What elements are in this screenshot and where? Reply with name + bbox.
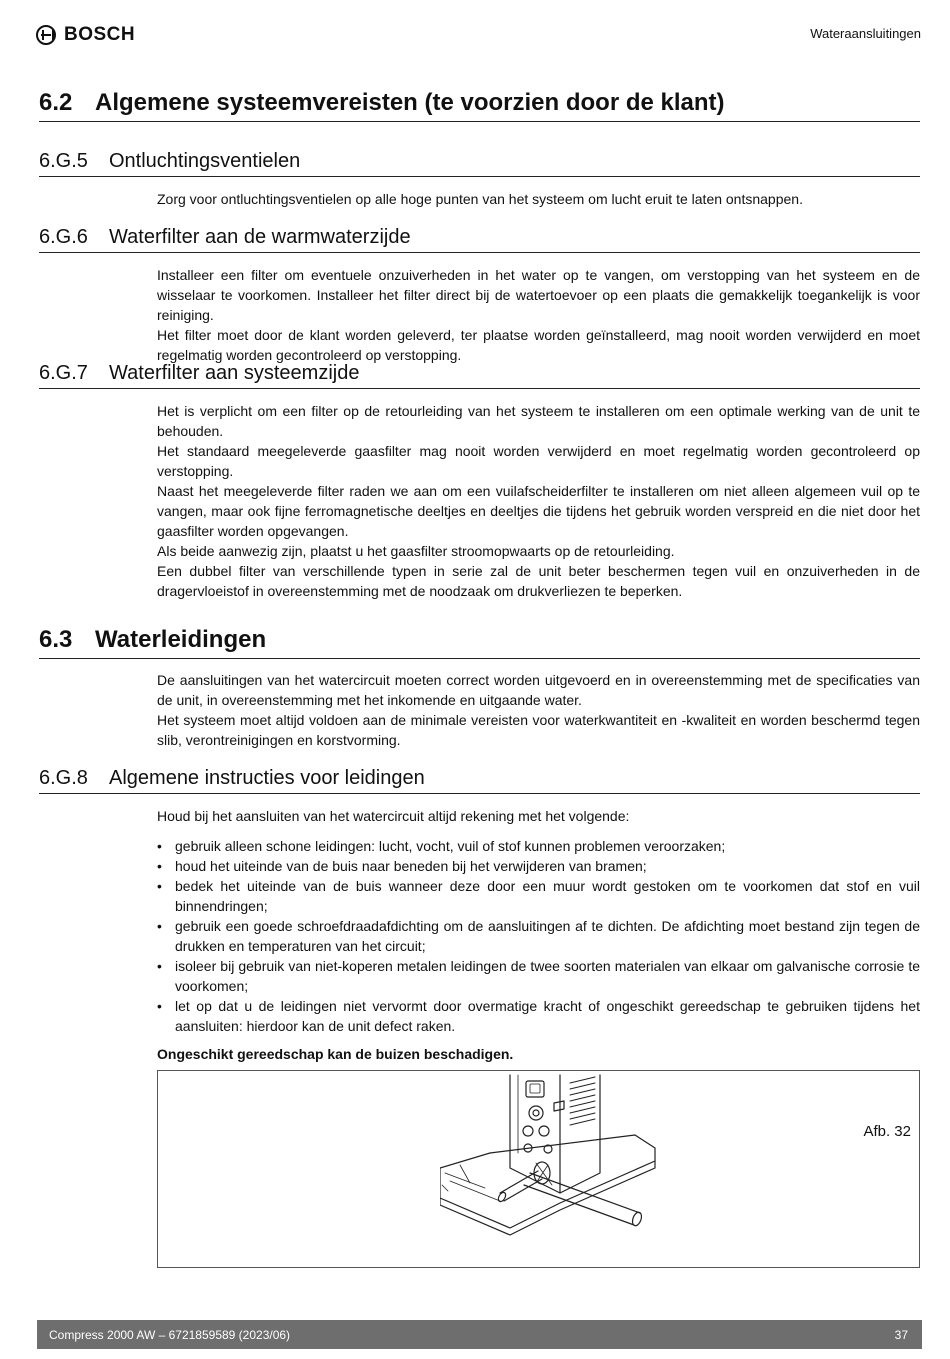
section-number: 6.G.7 (39, 362, 88, 384)
paragraph: Het filter moet door de klant worden geleverd, ter plaatse worden geïnstalleerd, mag nooit worden verwijderd en moet regelmatig worden gecontroleerd op verstopping. (157, 327, 920, 363)
fitting-left (523, 1126, 533, 1136)
fitting-upper (529, 1106, 543, 1120)
pipe-stub-end (497, 1191, 507, 1203)
section-6-g-6-body (157, 265, 920, 365)
section-6-3-body (157, 670, 920, 750)
section-number: 6.G.8 (39, 767, 88, 789)
list-item (157, 996, 920, 1036)
section-title: Waterleidingen (95, 626, 267, 653)
chapter-title: Wateraansluitingen (810, 26, 921, 41)
bullet-icon: • (157, 838, 162, 854)
list-item-text: houd het uiteinde van de buis naar beneden bij het verwijderen van bramen; (175, 858, 647, 874)
figure-frame (157, 1070, 920, 1268)
base-plate-hook (442, 1185, 448, 1191)
paragraph: Houd bij het aansluiten van het watercircuit altijd rekening met het volgende: (157, 808, 630, 824)
pipe-stub-top (500, 1171, 538, 1193)
valve-block (554, 1101, 564, 1111)
section-6-g-7-body (157, 401, 920, 601)
pipe-connection-illustration (440, 1073, 660, 1265)
section-6-g-5-body (157, 189, 920, 209)
page-number: 37 (894, 1328, 908, 1342)
paragraph: Installeer een filter om eventuele onzuiverheden in het water op te vangen, om verstopping van het systeem en de wisselaar te voorkomen. Installeer het filter direct bij de watertoevoer op een plaats die gemakkelijk toegankelijk is voor reiniging. (157, 267, 920, 323)
bullet-icon: • (157, 858, 162, 874)
page-header (0, 0, 950, 60)
base-plate-edge (440, 1161, 655, 1235)
bullet-icon: • (157, 998, 162, 1014)
heading-6-g-7 (39, 362, 920, 389)
brand-name: BOSCH (64, 24, 136, 45)
vent-grille (570, 1077, 595, 1125)
section-number: 6.3 (39, 626, 73, 653)
instruction-list (157, 836, 920, 1036)
heading-6-g-6 (39, 226, 920, 253)
list-item (157, 916, 920, 956)
page-footer (37, 1320, 922, 1349)
section-number: 6.2 (39, 89, 73, 116)
heading-6-g-8 (39, 767, 920, 794)
list-item-text: isoleer bij gebruik van niet-koperen metalen leidingen de twee soorten materialen van elkaar om galvanische corrosie te voorkomen; (175, 958, 920, 994)
list-item-text: let op dat u de leidingen niet vervormt door overmatige kracht of ongeschikt gereedschap te gebruiken tijdens het aansluiten: hierdoor kan de unit defect raken. (175, 998, 920, 1034)
paragraph: Het systeem moet altijd voldoen aan de minimale vereisten voor waterkwantiteit en -kwaliteit en worden beschermd tegen slib, verontreinigingen en korstvorming. (157, 712, 920, 748)
paragraph: De aansluitingen van het watercircuit moeten correct worden uitgevoerd en in overeenstemming met de specificaties van de unit, in overeenstemming met het inkomende en uitgaande water. (157, 672, 920, 708)
section-6-g-8-intro (157, 806, 920, 826)
bosch-armature-icon (36, 25, 56, 45)
bullet-icon: • (157, 958, 162, 974)
pipe-end (631, 1211, 643, 1227)
section-title: Algemene systeemvereisten (te voorzien door de klant) (95, 89, 725, 116)
document-reference: Compress 2000 AW – 6721859589 (2023/06) (49, 1328, 291, 1342)
section-title: Algemene instructies voor leidingen (109, 767, 425, 789)
display-screen (530, 1084, 540, 1093)
heading-6-g-5 (39, 150, 920, 177)
list-item-text: gebruik alleen schone leidingen: lucht, vocht, vuil of stof kunnen problemen veroorzaken; (175, 838, 726, 854)
bullet-icon: • (157, 918, 162, 934)
paragraph: Het is verplicht om een filter op de retourleiding van het systeem te installeren om een optimale werking van de unit te behouden. (157, 403, 920, 439)
paragraph: Als beide aanwezig zijn, plaatst u het gaasfilter stroomopwaarts op de retourleiding. (157, 543, 675, 559)
section-number: 6.G.6 (39, 226, 88, 248)
bosch-logo (36, 24, 135, 46)
list-item-text: gebruik een goede schroefdraadafdichting om de aansluitingen af te dichten. De afdichting moet bestand zijn tegen de drukken en temperaturen van het circuit; (175, 918, 920, 954)
figure-label: Afb. 32 (863, 1123, 911, 1140)
heading-6-2 (39, 89, 920, 122)
heading-6-3 (39, 626, 920, 659)
fitting-right (539, 1126, 549, 1136)
list-item (157, 876, 920, 916)
warning-caption: Ongeschikt gereedschap kan de buizen beschadigen. (157, 1046, 514, 1062)
list-item (157, 856, 920, 876)
paragraph: Zorg voor ontluchtingsventielen op alle hoge punten van het systeem om lucht eruit te laten ontsnappen. (157, 191, 803, 207)
list-item (157, 956, 920, 996)
paragraph: Naast het meegeleverde filter raden we aan om een vuilafscheiderfilter te installeren om niet alleen algemeen vuil op te vangen, maar ook fijne ferromagnetische deeltjes en deeltjes die tijdens het gebruik worden verspreid en die niet door het gaasfilter worden opgevangen. (157, 483, 920, 539)
bullet-icon: • (157, 878, 162, 894)
display-panel (526, 1081, 544, 1097)
paragraph: Een dubbel filter van verschillende typen in serie zal de unit beter beschermen tegen vuil en onzuiverheden in de dragervloeistof in overeenstemming met de noodzaak om drukverliezen te beperken. (157, 563, 920, 599)
section-title: Waterfilter aan systeemzijde (109, 362, 360, 384)
paragraph: Het standaard meegeleverde gaasfilter mag nooit worden verwijderd en moet regelmatig worden gecontroleerd op verstopping. (157, 443, 920, 479)
list-item (157, 836, 920, 856)
section-title: Ontluchtingsventielen (109, 150, 301, 172)
section-title: Waterfilter aan de warmwaterzijde (109, 226, 411, 248)
fitting-upper-core (533, 1110, 539, 1116)
nut-detail (536, 1165, 548, 1183)
section-number: 6.G.5 (39, 150, 88, 172)
base-plate-rail (445, 1173, 485, 1188)
list-item-text: bedek het uiteinde van de buis wanneer deze door een muur wordt gestoken om te voorkomen dat stof en vuil binnendringen; (175, 878, 920, 914)
